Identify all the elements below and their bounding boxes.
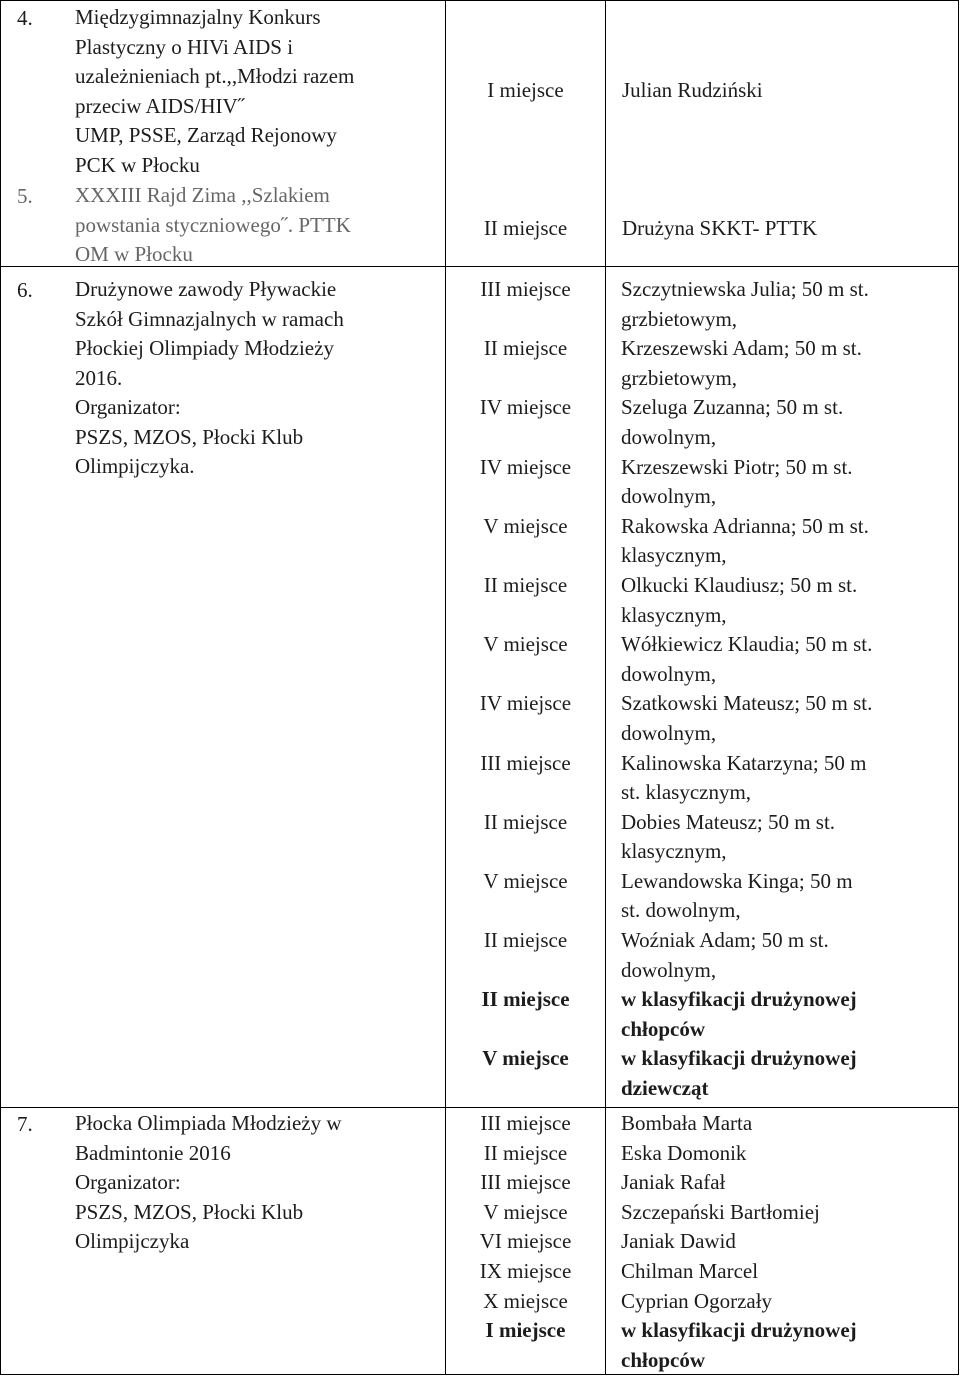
result-name: Eska Domonik xyxy=(621,1140,747,1165)
event-line: Badmintonie 2016 xyxy=(75,1140,231,1165)
result-detail: klasycznym, xyxy=(621,543,727,568)
place-label: V miejsce xyxy=(483,868,568,893)
place-label: IV miejsce xyxy=(479,454,572,479)
result-name: Szatkowski Mateusz; 50 m st. xyxy=(621,691,873,716)
place-label: V miejsce xyxy=(482,1046,569,1071)
place-label: II miejsce xyxy=(483,1140,568,1165)
result-detail: dowolnym, xyxy=(621,424,717,449)
event-description xyxy=(75,275,439,482)
table-row xyxy=(1,1,959,267)
event-line: UMP, PSSE, Zarząd Rejonowy xyxy=(75,123,337,147)
event-line: PSZS, MZOS, Płocki Klub xyxy=(75,1199,304,1224)
result-name: w klasyfikacji drużynowej xyxy=(621,1046,857,1071)
event-line: XXXIII Rajd Zima ,,Szlakiem xyxy=(75,183,330,207)
place-label: IV miejsce xyxy=(479,395,572,420)
event-line: uzależnieniach pt.,,Młodzi razem xyxy=(75,64,355,88)
result-detail: dowolnym, xyxy=(621,720,717,745)
result-entry xyxy=(621,689,958,748)
result-cell xyxy=(606,267,959,1108)
result-cell xyxy=(606,1108,959,1375)
place-label: III miejsce xyxy=(480,1170,571,1195)
result-entry xyxy=(621,630,958,689)
result-name: w klasyfikacji drużynowej xyxy=(621,987,857,1012)
place-label: VI miejsce xyxy=(479,1229,572,1254)
place-label: V miejsce xyxy=(483,1199,568,1224)
result-name: Krzeszewski Adam; 50 m st. xyxy=(621,336,862,361)
event-cell xyxy=(1,1,446,267)
event-line: Płockiej Olimpiady Młodzieży xyxy=(75,336,334,360)
result-detail: klasycznym, xyxy=(621,602,727,627)
result-name: Janiak Dawid xyxy=(621,1229,736,1254)
result-entry xyxy=(621,453,958,512)
result-detail: chłopców xyxy=(621,1016,705,1041)
result-name: Szczepański Bartłomiej xyxy=(621,1199,820,1224)
result-name: Julian Rudziński xyxy=(622,78,763,102)
place-label: II miejsce xyxy=(483,572,568,597)
result-name: w klasyfikacji drużynowej xyxy=(621,1318,857,1343)
place-label: IV miejsce xyxy=(479,691,572,716)
result-entry xyxy=(621,808,958,867)
place-label: V miejsce xyxy=(483,513,568,538)
result-name: Krzeszewski Piotr; 50 m st. xyxy=(621,454,853,479)
place-label: V miejsce xyxy=(483,632,568,657)
result-name: Drużyna SKKT- PTTK xyxy=(622,216,818,240)
event-line: przeciw AIDS/HIV˝ xyxy=(75,93,245,118)
place-label: IX miejsce xyxy=(479,1258,572,1283)
result-detail: dowolnym, xyxy=(621,661,717,686)
result-entry xyxy=(621,926,958,985)
result-detail: st. klasycznym, xyxy=(621,780,752,805)
event-line: Plastyczny o HIVi AIDS i xyxy=(75,34,294,59)
result-name: Kalinowska Katarzyna; 50 m xyxy=(621,750,867,775)
result-detail: grzbietowym, xyxy=(621,365,738,390)
table-row xyxy=(1,267,959,1108)
result-entry xyxy=(621,749,958,808)
place-label: X miejsce xyxy=(483,1288,568,1313)
result-detail: dowolnym, xyxy=(621,484,717,509)
result-name: Woźniak Adam; 50 m st. xyxy=(621,928,829,953)
event-cell xyxy=(1,1108,446,1375)
place-label: I miejsce xyxy=(487,78,564,102)
result-name: Janiak Rafał xyxy=(621,1170,726,1195)
place-label: II miejsce xyxy=(483,216,568,240)
event-line: PCK w Płocku xyxy=(75,152,200,177)
event-line: Organizator: xyxy=(75,395,181,419)
event-line: Olimpijczyka. xyxy=(75,454,195,478)
result-entry xyxy=(621,334,958,393)
result-entry xyxy=(621,512,958,571)
event-number: 5. xyxy=(17,184,33,208)
event-number: 6. xyxy=(17,278,33,302)
event-line: PSZS, MZOS, Płocki Klub xyxy=(75,424,304,449)
result-entry xyxy=(621,1044,958,1103)
event-line: Płocka Olimpiada Młodzieży w xyxy=(75,1111,342,1135)
result-name: Bombała Marta xyxy=(621,1111,753,1135)
table-row xyxy=(1,1108,959,1375)
place-label: II miejsce xyxy=(483,809,568,834)
event-line: Olimpijczyka xyxy=(75,1229,190,1253)
result-entry xyxy=(621,393,958,452)
place-label: I miejsce xyxy=(485,1318,566,1343)
place-cell xyxy=(446,1108,606,1375)
result-name: Cyprian Ogorzały xyxy=(621,1288,773,1313)
result-detail: st. dowolnym, xyxy=(621,898,741,923)
place-label: II miejsce xyxy=(481,987,570,1012)
event-line: OM w Płocku xyxy=(75,242,193,266)
result-detail: dziewcząt xyxy=(621,1076,709,1101)
result-name: Chilman Marcel xyxy=(621,1258,759,1283)
event-line: powstania styczniowego˝. PTTK xyxy=(75,212,351,237)
place-label: II miejsce xyxy=(483,928,568,953)
result-name: Wółkiewicz Klaudia; 50 m st. xyxy=(621,632,873,657)
event-line: Międzygimnazjalny Konkurs xyxy=(75,5,321,29)
result-cell xyxy=(606,1,959,267)
result-name: Szeluga Zuzanna; 50 m st. xyxy=(621,395,844,420)
result-detail: klasycznym, xyxy=(621,839,727,864)
event-description xyxy=(75,3,439,180)
result-detail: dowolnym, xyxy=(621,957,717,982)
event-line: Drużynowe zawody Pływackie xyxy=(75,277,337,301)
result-entry xyxy=(621,867,958,926)
place-label: III miejsce xyxy=(480,750,571,775)
result-entry xyxy=(621,571,958,630)
event-line: 2016. xyxy=(75,365,123,390)
result-name: Lewandowska Kinga; 50 m xyxy=(621,868,853,893)
place-cell xyxy=(446,1,606,267)
event-description xyxy=(75,181,439,270)
result-detail: grzbietowym, xyxy=(621,306,738,331)
place-label: III miejsce xyxy=(480,277,571,301)
result-entry xyxy=(621,985,958,1044)
event-line: Szkół Gimnazjalnych w ramach xyxy=(75,306,344,331)
result-name: Olkucki Klaudiusz; 50 m st. xyxy=(621,572,858,597)
event-cell xyxy=(1,267,446,1108)
event-number: 4. xyxy=(17,6,33,30)
event-number: 7. xyxy=(17,1112,33,1136)
event-line: Organizator: xyxy=(75,1170,181,1194)
place-label: III miejsce xyxy=(480,1111,571,1135)
place-label: II miejsce xyxy=(483,336,568,361)
result-detail: chłopców xyxy=(621,1347,705,1372)
event-description xyxy=(75,1109,439,1257)
result-entry xyxy=(621,275,958,334)
place-cell xyxy=(446,267,606,1108)
result-name: Szczytniewska Julia; 50 m st. xyxy=(621,277,869,301)
result-name: Dobies Mateusz; 50 m st. xyxy=(621,809,836,834)
result-name: Rakowska Adrianna; 50 m st. xyxy=(621,513,869,538)
